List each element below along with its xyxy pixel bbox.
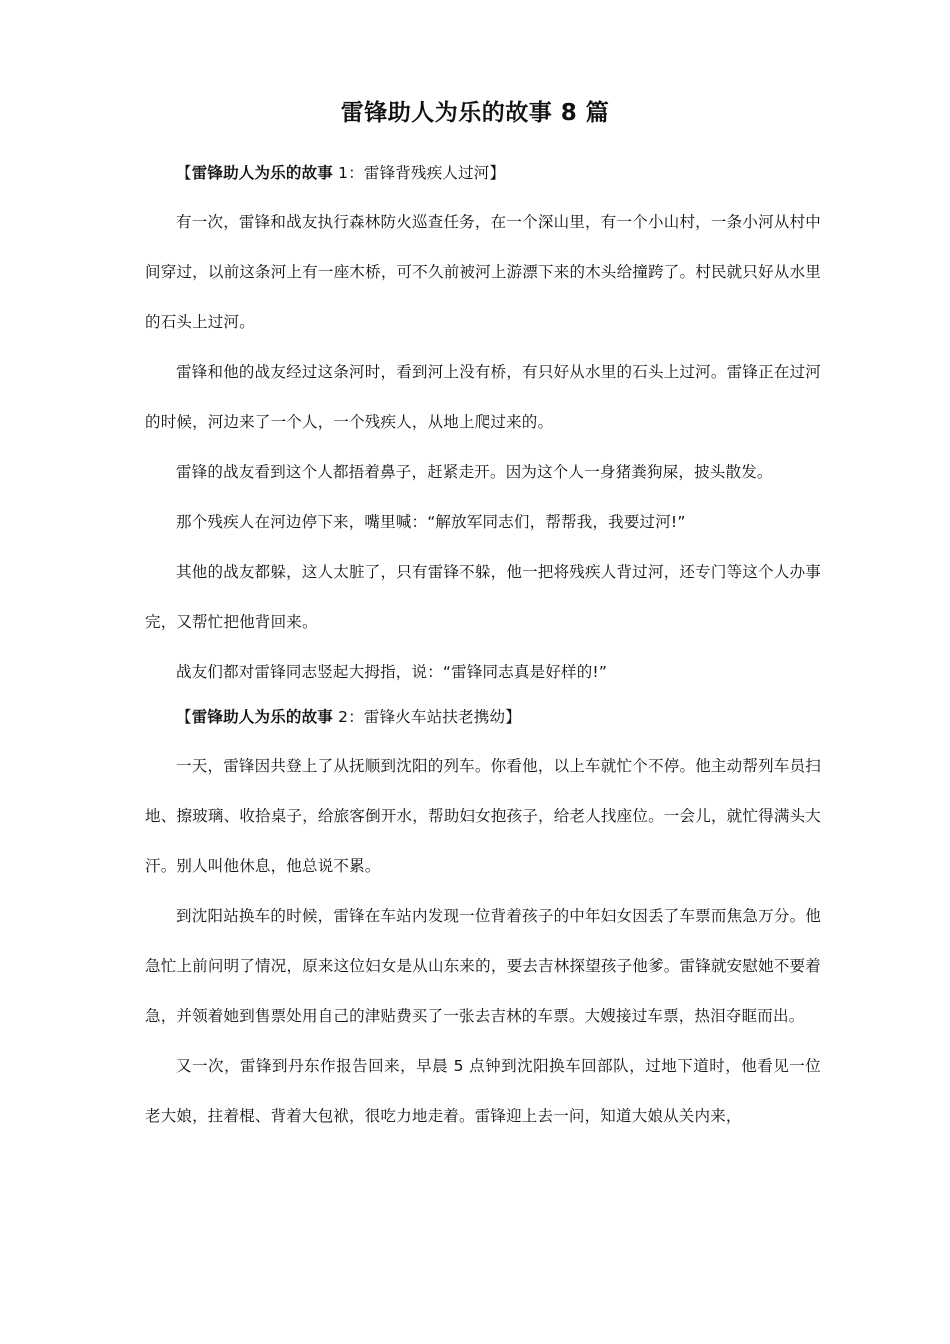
section-heading: [145, 153, 821, 193]
document-body: [145, 153, 821, 1141]
paragraph: 雷锋和他的战友经过这条河时，看到河上没有桥，有只好从水里的石头上过河。雷锋正在过河的时候，河边来了一个人，一个残疾人，从地上爬过来的。: [145, 363, 821, 431]
heading-bracket: 【: [176, 164, 192, 182]
paragraph: 那个残疾人在河边停下来，嘴里喊：“解放军同志们，帮帮我，我要过河!”: [176, 513, 686, 531]
paragraph: 有一次，雷锋和战友执行森林防火巡查任务，在一个深山里，有一个小山村，一条小河从村中间穿过，以前这条河上有一座木桥，可不久前被河上游漂下来的木头给撞跨了。村民就只好从水里的石头上过河。: [145, 213, 821, 331]
heading-bold-text: 雷锋助人为乐的故事: [191, 164, 334, 182]
heading-bold-text: 雷锋助人为乐的故事: [191, 708, 334, 726]
section-heading: [145, 697, 821, 737]
paragraph: 到沈阳站换车的时候，雷锋在车站内发现一位背着孩子的中年妇女因丢了车票而焦急万分。他急忙上前问明了情况，原来这位妇女是从山东来的，要去吉林探望孩子他爹。雷锋就安慰她不要着急，并领着她到售票处用自己的津贴费买了一张去吉林的车票。大嫂接过车票，热泪夺眶而出。: [145, 907, 821, 1025]
paragraph: 一天，雷锋因共登上了从抚顺到沈阳的列车。你看他，以上车就忙个不停。他主动帮列车员扫地、擦玻璃、收拾桌子，给旅客倒开水，帮助妇女抱孩子，给老人找座位。一会儿，就忙得满头大汗。别人叫他休息，他总说不累。: [145, 757, 821, 875]
document-title: 雷锋助人为乐的故事 8 篇: [340, 100, 610, 126]
paragraph: 战友们都对雷锋同志竖起大拇指，说：“雷锋同志真是好样的!”: [176, 663, 608, 681]
paragraph: 其他的战友都躲，这人太脏了，只有雷锋不躲，他一把将残疾人背过河，还专门等这个人办事完，又帮忙把他背回来。: [145, 563, 821, 631]
heading-rest-text: 2：雷锋火车站扶老携幼】: [333, 708, 521, 726]
heading-rest-text: 1：雷锋背残疾人过河】: [333, 164, 506, 182]
heading-bracket: 【: [176, 708, 192, 726]
paragraph: 又一次，雷锋到丹东作报告回来，早晨 5 点钟到沈阳换车回部队，过地下道时，他看见一位老大娘，拄着棍、背着大包袱，很吃力地走着。雷锋迎上去一问，知道大娘从关内来，: [145, 1057, 821, 1125]
paragraph: 雷锋的战友看到这个人都捂着鼻子，赶紧走开。因为这个人一身猪粪狗屎，披头散发。: [176, 463, 773, 481]
